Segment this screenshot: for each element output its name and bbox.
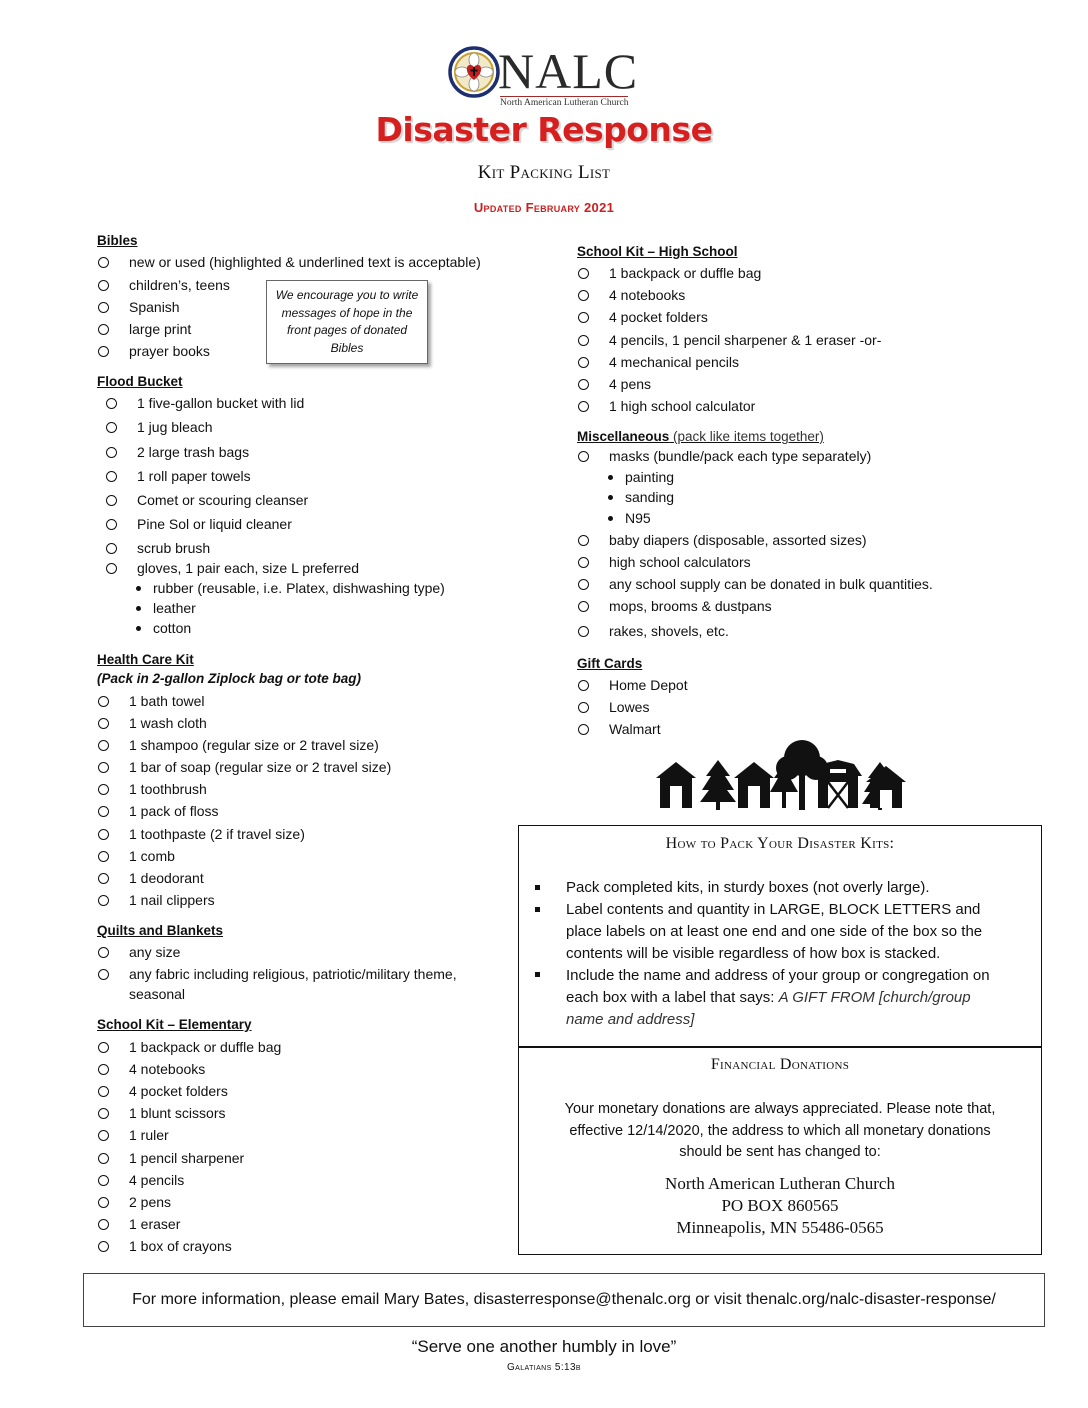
contact-info-box: For more information, please email Mary Bates, disasterresponse@thenalc.org or visit thenalc.org/nalc-disaster-response/	[83, 1273, 1045, 1327]
checkbox-circle-icon	[98, 829, 109, 840]
list-item: 2 pens	[129, 1194, 172, 1210]
mailing-address-line: Minneapolis, MN 55486-0565	[676, 1218, 884, 1237]
bullet-dot-icon	[136, 626, 141, 631]
checkbox-circle-icon	[98, 1064, 109, 1075]
list-item: 4 mechanical pencils	[609, 354, 739, 370]
financial-line: effective 12/14/2020, the address to which all monetary donations	[569, 1122, 991, 1139]
list-item: 4 pencils	[129, 1172, 185, 1188]
list-item: mops, brooms & dustpans	[609, 598, 772, 614]
list-item: 1 toothbrush	[129, 781, 207, 797]
list-item: 1 wash cloth	[129, 715, 207, 731]
bullet-square	[535, 885, 540, 890]
checkbox-circle-icon	[98, 1130, 109, 1141]
checkbox-circle-icon	[98, 257, 109, 268]
checkbox-circle-icon	[578, 579, 589, 590]
list-item: 1 bar of soap (regular size or 2 travel size)	[129, 759, 392, 775]
sub-list-item: painting	[625, 469, 675, 485]
bullet-dot-icon	[136, 586, 141, 591]
logo-wordmark: NALC	[498, 43, 639, 99]
list-item: 1 pack of floss	[129, 803, 219, 819]
list-item: Comet or scouring cleanser	[137, 492, 309, 508]
bullet-square	[535, 972, 540, 977]
logo-subtitle: North American Lutheran Church	[500, 98, 629, 108]
list-item: 4 pens	[609, 376, 652, 392]
checkbox-circle-icon	[106, 543, 117, 554]
list-item: 1 nail clippers	[129, 892, 215, 908]
list-item: new or used (highlighted & underlined text is acceptable)	[129, 254, 481, 270]
checkbox-circle-icon	[578, 401, 589, 412]
scripture-quote: “Serve one another humbly in love”	[411, 1337, 677, 1356]
list-item: 1 deodorant	[129, 870, 204, 886]
checkbox-circle-icon	[98, 1042, 109, 1053]
checkbox-circle-icon	[578, 724, 589, 735]
list-item: 1 shampoo (regular size or 2 travel size)	[129, 737, 379, 753]
health-kit-note: (Pack in 2-gallon Ziplock bag or tote bag)	[97, 671, 362, 686]
checkbox-circle-icon	[98, 346, 109, 357]
list-item: children’s, teens	[129, 277, 230, 293]
high-school-kit-heading: School Kit – High School	[577, 244, 738, 259]
list-item: 1 jug bleach	[137, 419, 213, 435]
checkbox-circle-icon	[98, 740, 109, 751]
list-item: 1 backpack or duffle bag	[609, 265, 762, 281]
checkbox-circle-icon	[578, 268, 589, 279]
list-item: 4 notebooks	[129, 1061, 206, 1077]
checkbox-circle-icon	[98, 1175, 109, 1186]
gift-label-text: name and address]	[566, 1011, 695, 1028]
quilts-heading: Quilts and Blankets	[97, 923, 224, 938]
checkbox-circle-icon	[98, 1086, 109, 1097]
list-item: gloves, 1 pair each, size L preferred	[137, 560, 360, 576]
pack-item: Pack completed kits, in sturdy boxes (not overly large).	[566, 879, 930, 896]
pack-item: Label contents and quantity in LARGE, BLOCK LETTERS and	[566, 901, 981, 918]
pack-item: place labels on at least one end and one side of the box so the	[566, 923, 983, 940]
checkbox-circle-icon	[106, 495, 117, 506]
list-item: 4 pocket folders	[609, 309, 708, 325]
miscellaneous-note: (pack like items together)	[669, 429, 824, 444]
checkbox-circle-icon	[578, 557, 589, 568]
village-illustration-icon	[654, 738, 908, 812]
checkbox-circle-icon	[98, 895, 109, 906]
checkbox-circle-icon	[106, 422, 117, 433]
bullet-square	[535, 907, 540, 912]
checkbox-circle-icon	[578, 379, 589, 390]
checkbox-circle-icon	[578, 451, 589, 462]
list-item: 1 bath towel	[129, 693, 205, 709]
checkbox-circle-icon	[578, 357, 589, 368]
list-item-continuation: seasonal	[129, 986, 186, 1002]
checkbox-circle-icon	[578, 601, 589, 612]
pack-item	[566, 1009, 694, 1031]
list-item: large print	[129, 321, 192, 337]
list-item: Home Depot	[609, 677, 688, 693]
list-item: 4 notebooks	[609, 287, 686, 303]
checkbox-circle-icon	[98, 696, 109, 707]
checkbox-circle-icon	[98, 851, 109, 862]
luther-rose-icon	[448, 46, 500, 98]
checkbox-circle-icon	[578, 535, 589, 546]
elementary-kit-heading: School Kit – Elementary	[97, 1017, 252, 1032]
checkbox-circle-icon	[578, 312, 589, 323]
checkbox-circle-icon	[578, 335, 589, 346]
list-item: Spanish	[129, 299, 180, 315]
bibles-heading: Bibles	[97, 233, 138, 248]
checkbox-circle-icon	[98, 302, 109, 313]
checkbox-circle-icon	[106, 471, 117, 482]
bullet-dot-icon	[136, 606, 141, 611]
sub-list-item: leather	[153, 600, 196, 616]
checkbox-circle-icon	[98, 1108, 109, 1119]
checkbox-circle-icon	[578, 626, 589, 637]
list-item: 1 box of crayons	[129, 1238, 232, 1254]
list-item: scrub brush	[137, 540, 211, 556]
checkbox-circle-icon	[106, 519, 117, 530]
list-item: 1 toothpaste (2 if travel size)	[129, 826, 305, 842]
financial-line: should be sent has changed to:	[679, 1144, 881, 1160]
checkbox-circle-icon	[98, 324, 109, 335]
list-item: any school supply can be donated in bulk quantities.	[609, 576, 933, 592]
list-item: 1 comb	[129, 848, 175, 864]
pack-item: Include the name and address of your group or congregation on	[566, 967, 990, 984]
mailing-address-line: North American Lutheran Church	[665, 1174, 895, 1193]
checkbox-circle-icon	[98, 947, 109, 958]
list-item: any fabric including religious, patriotic/military theme,	[129, 966, 457, 982]
financial-line: Your monetary donations are always appreciated. Please note that,	[564, 1101, 996, 1117]
list-item: 1 high school calculator	[609, 398, 756, 414]
sub-list-item: rubber (reusable, i.e. Platex, dishwashing type)	[153, 580, 445, 596]
page-title: Kit Packing List	[477, 162, 611, 183]
list-item: baby diapers (disposable, assorted sizes)	[609, 532, 867, 548]
bullet-dot-icon	[608, 516, 613, 521]
sub-list-item: sanding	[625, 489, 675, 505]
checkbox-circle-icon	[98, 762, 109, 773]
flood-bucket-heading: Flood Bucket	[97, 374, 183, 389]
financial-donations-text	[519, 1099, 1041, 1164]
bullet-dot-icon	[608, 495, 613, 500]
list-item: Lowes	[609, 699, 650, 715]
list-item: 4 pencils, 1 pencil sharpener & 1 eraser -or-	[609, 332, 882, 348]
checkbox-circle-icon	[98, 1219, 109, 1230]
checkbox-circle-icon	[98, 1241, 109, 1252]
how-to-pack-title: How to Pack Your Disaster Kits:	[665, 835, 895, 852]
list-item: rakes, shovels, etc.	[609, 623, 729, 639]
checkbox-circle-icon	[106, 563, 117, 574]
list-item: Pine Sol or liquid cleaner	[137, 516, 292, 532]
checkbox-circle-icon	[98, 718, 109, 729]
checkbox-circle-icon	[98, 806, 109, 817]
gift-label-text: A GIFT FROM [church/group	[778, 989, 971, 1006]
checkbox-circle-icon	[106, 447, 117, 458]
list-item: 1 eraser	[129, 1216, 181, 1232]
health-kit-heading: Health Care Kit	[97, 652, 194, 667]
checkbox-circle-icon	[98, 1197, 109, 1208]
bullet-dot-icon	[608, 475, 613, 480]
list-item: Walmart	[609, 721, 661, 737]
bibles-callout: We encourage you to write messages of hope in the front pages of donated Bibles	[266, 280, 428, 364]
list-item: prayer books	[129, 343, 210, 359]
financial-donations-box	[518, 1046, 1042, 1255]
checkbox-circle-icon	[98, 1153, 109, 1164]
checkbox-circle-icon	[578, 702, 589, 713]
checkbox-circle-icon	[98, 280, 109, 291]
how-to-pack-box	[518, 825, 1042, 1048]
list-item: masks (bundle/pack each type separately)	[609, 448, 872, 464]
sub-list-item: N95	[625, 510, 651, 526]
list-item: 1 blunt scissors	[129, 1105, 226, 1121]
checkbox-circle-icon	[98, 873, 109, 884]
miscellaneous-heading: Miscellaneous (pack like items together)	[577, 429, 824, 444]
sub-list-item: cotton	[153, 620, 192, 636]
list-item: 1 roll paper towels	[137, 468, 251, 484]
gift-cards-heading: Gift Cards	[577, 656, 643, 671]
checkbox-circle-icon	[106, 398, 117, 409]
list-item: 1 five-gallon bucket with lid	[137, 395, 305, 411]
financial-donations-title: Financial Donations	[710, 1056, 850, 1073]
list-item: 2 large trash bags	[137, 444, 250, 460]
mailing-address-line: PO BOX 860565	[721, 1196, 839, 1215]
list-item: 1 pencil sharpener	[129, 1150, 245, 1166]
pack-item: each box with a label that says: A GIFT FROM [church/group	[566, 989, 971, 1006]
nalc-logo	[446, 42, 646, 112]
checkbox-circle-icon	[98, 969, 109, 980]
list-item: any size	[129, 944, 181, 960]
list-item: 4 pocket folders	[129, 1083, 228, 1099]
scripture-reference: Galatians 5:13b	[506, 1362, 581, 1373]
list-item: 1 ruler	[129, 1127, 169, 1143]
disaster-response-banner: Disaster Response	[375, 110, 713, 149]
checkbox-circle-icon	[578, 680, 589, 691]
list-item: high school calculators	[609, 554, 751, 570]
list-item: 1 backpack or duffle bag	[129, 1039, 282, 1055]
checkbox-circle-icon	[98, 784, 109, 795]
checkbox-circle-icon	[578, 290, 589, 301]
updated-date: Updated February 2021	[473, 200, 615, 215]
pack-item: contents will be visible regardless of how box is stacked.	[566, 945, 941, 962]
